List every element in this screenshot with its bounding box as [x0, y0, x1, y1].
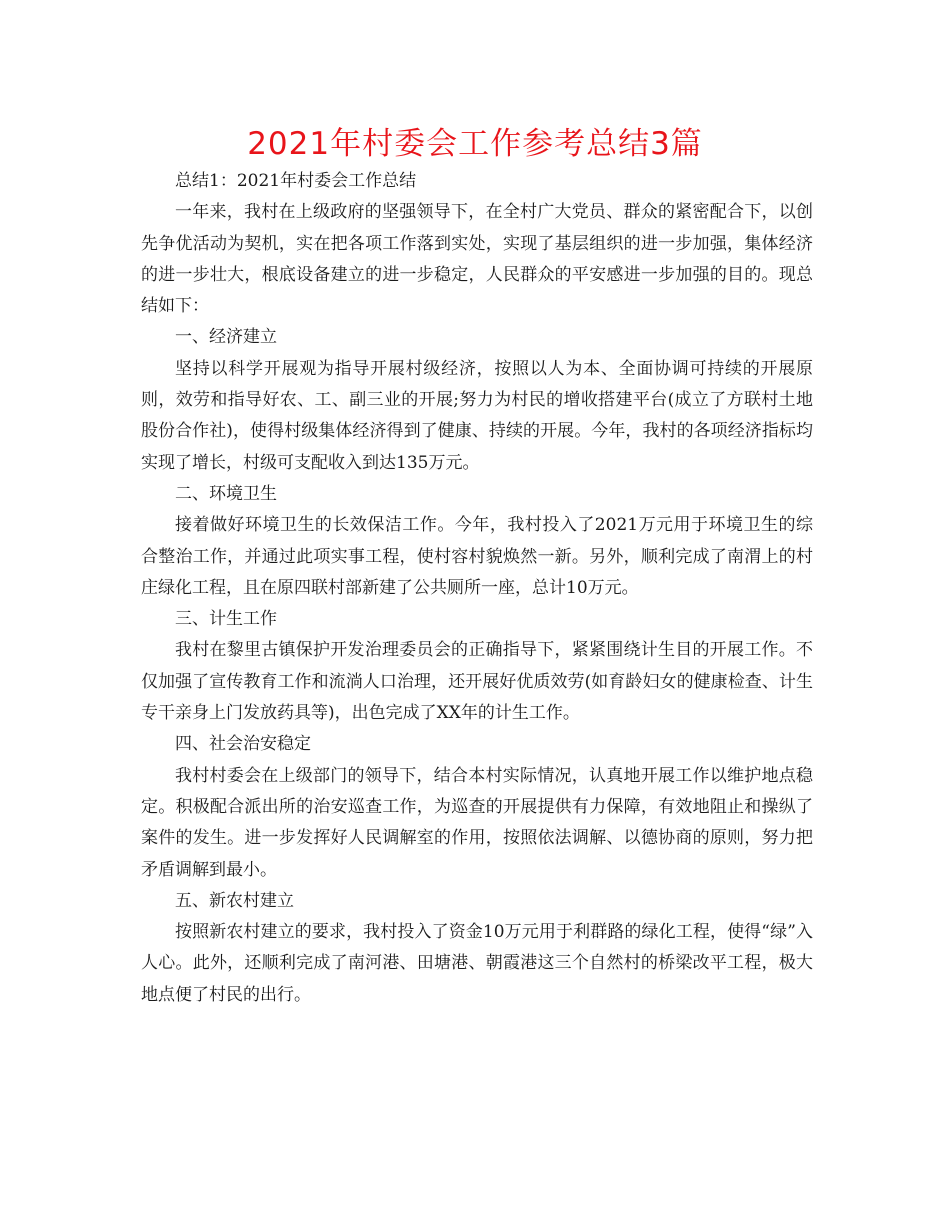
intro-paragraph: 一年来，我村在上级政府的坚强领导下，在全村广大党员、群众的紧密配合下，以创先争优活动为契机，实在把各项工作落到实处，实现了基层组织的进一步加强，集体经济的进一步壮大，根底设备建立的进一步稳定，人民群众的平安感进一步加强的目的。现总结如下：: [141, 202, 813, 317]
family-planning-paragraph: 我村在黎里古镇保护开发治理委员会的正确指导下，紧紧围绕计生目的开展工作。不仅加强了宣传教育工作和流淌人口治理，还开展好优质效劳(如育龄妇女的健康检查、计生专干亲身上门发放药具等)，出色完成了XX年的计生工作。: [141, 640, 813, 724]
section-heading-economy: 一、经济建立: [175, 327, 277, 348]
section-heading-family-planning: 三、计生工作: [175, 609, 277, 630]
document-body: [141, 166, 813, 1011]
economy-paragraph: 坚持以科学开展观为指导开展村级经济，按照以人为本、全面协调可持续的开展原则，效劳和指导好农、工、副三业的开展;努力为村民的增收搭建平台(成立了方联村土地股份合作社)，使得村级集体经济得到了健康、持续的开展。今年，我村的各项经济指标均实现了增长，村级可支配收入到达135万元。: [141, 358, 813, 473]
section-heading-new-countryside: 五、新农村建立: [175, 890, 294, 911]
section-heading-environment: 二、环境卫生: [175, 483, 277, 504]
section-heading-public-security: 四、社会治安稳定: [175, 734, 311, 755]
environment-paragraph: 接着做好环境卫生的长效保洁工作。今年，我村投入了2021万元用于环境卫生的综合整治工作，并通过此项实事工程，使村容村貌焕然一新。另外，顺利完成了南渭上的村庄绿化工程，且在原四联村部新建了公共厕所一座，总计10万元。: [141, 515, 813, 598]
summary-heading: 总结1：2021年村委会工作总结: [175, 171, 417, 191]
public-security-paragraph: 我村村委会在上级部门的领导下，结合本村实际情况，认真地开展工作以维护地点稳定。积极配合派出所的治安巡查工作，为巡查的开展提供有力保障，有效地阻止和操纵了案件的发生。进一步发挥好人民调解室的作用，按照依法调解、以德协商的原则，努力把矛盾调解到最小。: [141, 765, 813, 880]
new-countryside-paragraph: 按照新农村建立的要求，我村投入了资金10万元用于利群路的绿化工程，使得“绿”入人心。此外，还顺利完成了南河港、田塘港、朝霞港这三个自然村的桥梁改平工程，极大地点便了村民的出行。: [141, 922, 813, 1005]
document-title: 2021年村委会工作参考总结3篇: [247, 126, 703, 162]
